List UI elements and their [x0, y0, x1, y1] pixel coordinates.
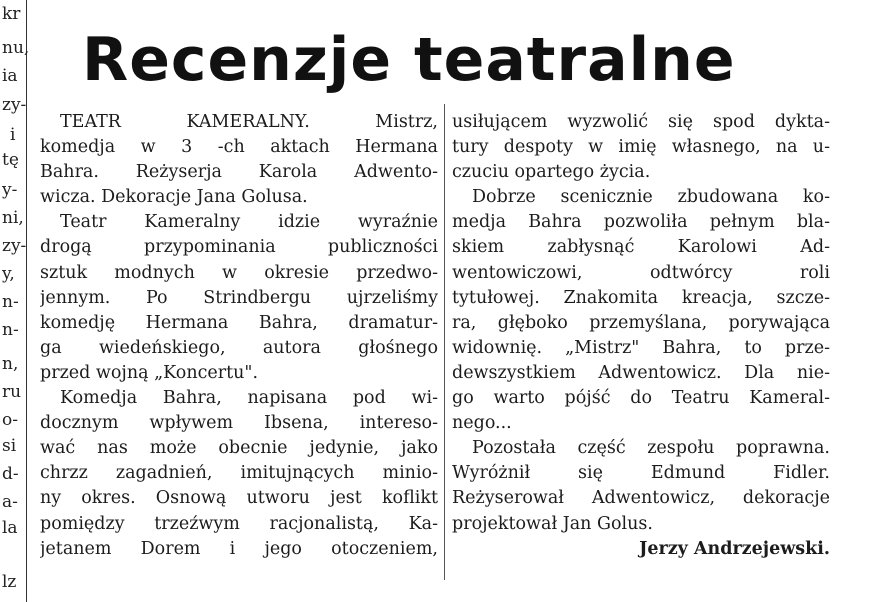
- margin-fragment: a-: [2, 492, 18, 512]
- text-line: medja Bahra pozwoliła pełnym bla-: [452, 212, 830, 233]
- margin-fragment: si: [2, 436, 17, 456]
- text-line: Bahra. Reżyserja Karola Adwento-: [40, 162, 438, 183]
- margin-fragment: n,: [2, 354, 19, 374]
- margin-fragment: i: [10, 125, 16, 145]
- margin-fragment: d-: [2, 464, 19, 484]
- column-divider: [444, 104, 445, 580]
- text-line: go warto pójść do Teatru Kameral-: [452, 388, 830, 409]
- text-line: jetanem Dorem i jego otoczeniem,: [40, 538, 438, 559]
- margin-fragment: ia: [2, 66, 18, 86]
- text-line: Reżyserował Adwentowicz, dekoracje: [452, 488, 830, 509]
- margin-fragment: nu,: [2, 38, 30, 58]
- article-headline: Recenzje teatralne: [82, 25, 736, 95]
- text-line: wentowiczowi, odtwórcy roli: [452, 262, 830, 283]
- text-line: Wyróżnił się Edmund Fidler.: [452, 463, 830, 484]
- margin-fragment: n-: [2, 292, 19, 312]
- text-line: sztuk modnych w okresie przedwo-: [40, 262, 438, 283]
- margin-fragment: ru: [2, 382, 22, 402]
- text-line: pomiędzy trzeźwym racjonalistą, Ka-: [40, 513, 438, 534]
- left-margin-column: [0, 0, 30, 602]
- margin-fragment: y,: [2, 264, 15, 284]
- margin-fragment: ni,: [2, 208, 24, 228]
- margin-fragment: n-: [2, 320, 19, 340]
- text-line: wać nas może obecnie jedynie, jako: [40, 438, 438, 459]
- text-line: docznym wpływem Ibsena, intereso-: [40, 413, 438, 434]
- margin-fragment: y-: [2, 180, 18, 200]
- text-line: przed wojną „Koncertu".: [40, 362, 259, 383]
- text-line: Pozostała część zespołu poprawna.: [472, 438, 830, 459]
- text-line: Teatr Kameralny idzie wyraźnie: [60, 212, 438, 233]
- text-line: widownię. „Mistrz" Bahra, to prze-: [452, 337, 830, 358]
- text-line: czuciu opartego życia.: [452, 162, 651, 183]
- article-column-right: [452, 110, 830, 562]
- text-line: usiłującem wyzwolić się spod dykta-: [452, 112, 830, 132]
- text-line: ny okres. Osnową utworu jest koflikt: [40, 488, 438, 509]
- text-line: tytułowej. Znakomita kreacja, szcze-: [452, 287, 830, 308]
- text-line: TEATR KAMERALNY. Mistrz,: [60, 112, 438, 132]
- text-line: tury despoty w imię własnego, na u-: [452, 137, 830, 158]
- margin-fragment: o-: [2, 410, 18, 430]
- margin-fragment: la: [2, 518, 18, 538]
- text-line: Dobrze scenicznie zbudowana ko-: [472, 187, 830, 208]
- margin-fragment: kr: [2, 4, 21, 24]
- margin-fragment: zy-: [2, 236, 27, 256]
- text-line: ra, głęboko przemyślana, porywająca: [452, 312, 830, 333]
- text-line: skiem zabłysnąć Karolowi Ad-: [452, 237, 830, 258]
- text-line: komedja w 3 -ch aktach Hermana: [40, 137, 438, 158]
- margin-fragment: tę: [2, 150, 19, 170]
- text-line: komedję Hermana Bahra, dramatur-: [40, 312, 438, 333]
- text-line: drogą przypominania publiczności: [40, 237, 438, 258]
- margin-fragment: zy-: [2, 95, 27, 115]
- text-line: wicza. Dekoracje Jana Golusa.: [40, 187, 308, 208]
- author-signature: Jerzy Andrzejewski.: [639, 538, 830, 559]
- text-line: projektował Jan Golus.: [452, 513, 653, 534]
- text-line: chrzz zagadnień, imitujnących minio-: [40, 463, 438, 484]
- text-line: ga wiedeńskiego, autora głośnego: [40, 337, 438, 358]
- article-column-left: [40, 110, 438, 562]
- text-line: jennym. Po Strindbergu ujrzeliśmy: [40, 287, 438, 308]
- margin-fragment: lz: [2, 572, 17, 592]
- text-line: dewszystkiem Adwentowicz. Dla nie-: [452, 362, 830, 383]
- text-line: Komedja Bahra, napisana pod wi-: [60, 388, 438, 409]
- text-line: nego...: [452, 413, 512, 434]
